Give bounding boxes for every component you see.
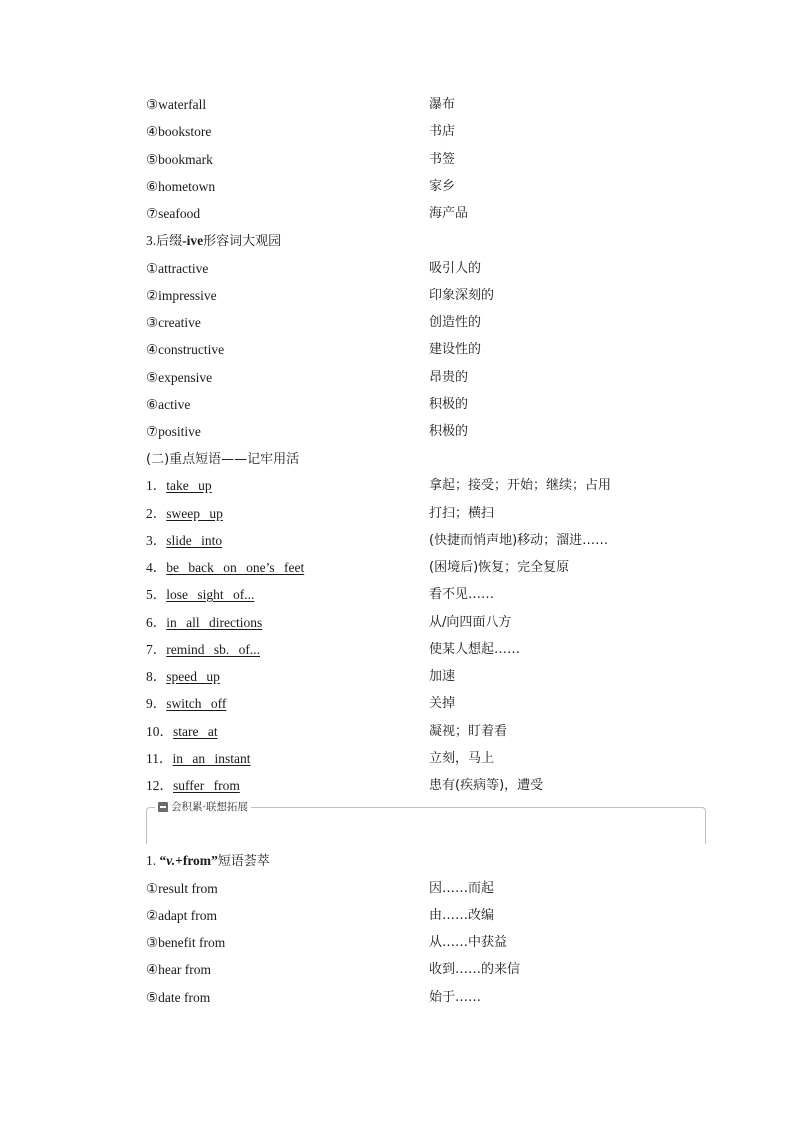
phrase-entry (146, 503, 223, 525)
list-item (146, 394, 706, 416)
phrase-number: 11． (146, 751, 173, 766)
chinese-meaning: 积极的 (429, 397, 469, 412)
list-item (146, 932, 706, 954)
phrase-meaning: 立刻，马上 (429, 751, 495, 766)
phrase-text: in all directions (166, 615, 263, 630)
english-word: ②impressive (146, 288, 217, 303)
phrase-item (146, 475, 706, 497)
phrase-text: remind sb. of... (166, 642, 260, 657)
phrase-item (146, 530, 706, 552)
chinese-meaning: 收到……的来信 (429, 962, 521, 977)
section-title: 形容词大观园 (203, 234, 282, 249)
phrase-text: take up (166, 478, 212, 493)
phrase-meaning: 打扫；横扫 (429, 506, 495, 521)
english-phrase: ④hear from (146, 962, 211, 977)
phrase-number: 10． (146, 724, 173, 739)
english-phrase: ①result from (146, 881, 218, 896)
part-heading (146, 448, 299, 470)
box-label (155, 800, 251, 814)
phrase-meaning: (快捷而悄声地)移动；溜进…… (429, 533, 609, 548)
list-item (146, 176, 706, 198)
phrase-entry (146, 748, 251, 770)
phrase-item (146, 584, 706, 606)
chinese-meaning: 海产品 (429, 206, 469, 221)
section-heading (146, 230, 281, 252)
list-item (146, 94, 706, 116)
section-number: 1. (146, 853, 157, 868)
english-word: ⑤bookmark (146, 152, 213, 167)
plus-from: +from (175, 853, 212, 868)
phrase-number: 6． (146, 615, 167, 630)
section-title: 短语荟萃 (217, 854, 270, 869)
list-item (146, 367, 706, 389)
phrase-number: 7． (146, 642, 167, 657)
english-word: ①attractive (146, 261, 209, 276)
english-word: ④constructive (146, 342, 225, 357)
list-item (146, 987, 706, 1009)
phrase-text: lose sight of... (166, 587, 255, 602)
phrase-entry (146, 666, 220, 688)
english-word: ⑦seafood (146, 206, 201, 221)
phrase-number: 5． (146, 587, 167, 602)
phrase-number: 9． (146, 696, 167, 711)
phrase-number: 8． (146, 669, 167, 684)
phrase-meaning: 从/向四面八方 (429, 615, 512, 630)
chinese-meaning: 瀑布 (429, 97, 456, 112)
phrase-item (146, 612, 706, 634)
phrase-text: in an instant (172, 751, 251, 766)
phrase-text: switch off (166, 696, 227, 711)
phrase-entry (146, 557, 304, 579)
phrase-number: 4． (146, 560, 167, 575)
chinese-meaning: 由……改编 (429, 908, 495, 923)
section-number: 3. (146, 233, 157, 248)
phrase-meaning: 使某人想起…… (429, 642, 521, 657)
phrase-entry (146, 612, 262, 634)
list-item (146, 312, 706, 334)
english-phrase: ③benefit from (146, 935, 226, 950)
chinese-meaning: 因……而起 (429, 881, 495, 896)
minus-square-icon (158, 802, 168, 812)
phrase-meaning: 看不见…… (429, 587, 495, 602)
verb-abbrev: v. (166, 853, 176, 868)
close-quote: ” (211, 853, 218, 868)
phrase-item (146, 721, 706, 743)
chinese-meaning: 从……中获益 (429, 935, 508, 950)
chinese-meaning: 创造性的 (429, 315, 482, 330)
section-heading (146, 850, 270, 872)
phrase-text: slide into (166, 533, 223, 548)
phrase-meaning: 凝视；盯着看 (429, 724, 508, 739)
chinese-meaning: 吸引人的 (429, 261, 482, 276)
english-word: ⑥active (146, 397, 191, 412)
phrase-entry (146, 584, 254, 606)
phrase-number: 3． (146, 533, 167, 548)
phrase-entry (146, 475, 212, 497)
chinese-meaning: 始于…… (429, 990, 482, 1005)
chinese-meaning: 书签 (429, 152, 456, 167)
list-item (146, 121, 706, 143)
list-item (146, 285, 706, 307)
phrase-item (146, 693, 706, 715)
chinese-meaning: 书店 (429, 124, 456, 139)
chinese-meaning: 积极的 (429, 424, 469, 439)
chinese-meaning: 印象深刻的 (429, 288, 495, 303)
phrase-entry (146, 693, 226, 715)
phrase-number: 1． (146, 478, 167, 493)
phrase-text: suffer from (173, 778, 240, 793)
section-suffix: -ive (182, 233, 204, 248)
english-phrase: ②adapt from (146, 908, 217, 923)
phrase-text: speed up (166, 669, 220, 684)
phrase-text: sweep up (166, 506, 223, 521)
phrase-entry (146, 639, 260, 661)
box-label-text: 会积累·联想拓展 (171, 801, 248, 813)
phrase-meaning: 拿起；接受；开始；继续；占用 (429, 478, 612, 493)
phrase-number: 2． (146, 506, 167, 521)
phrase-item (146, 639, 706, 661)
english-word: ③creative (146, 315, 201, 330)
accumulation-box (146, 801, 706, 844)
list-item (146, 258, 706, 280)
list-item (146, 149, 706, 171)
chinese-meaning: 家乡 (429, 179, 456, 194)
english-word: ⑦positive (146, 424, 201, 439)
part-title: (二)重点短语——记牢用活 (146, 452, 300, 467)
phrase-entry (146, 530, 222, 552)
phrase-item (146, 775, 706, 797)
open-quote: “ (159, 853, 167, 868)
phrase-meaning: 患有(疾病等)，遭受 (429, 778, 544, 793)
english-word: ③waterfall (146, 97, 207, 112)
phrase-text: stare at (173, 724, 218, 739)
chinese-meaning: 建设性的 (429, 342, 482, 357)
phrase-number: 12． (146, 778, 173, 793)
list-item (146, 421, 706, 443)
phrase-item (146, 666, 706, 688)
phrase-item (146, 557, 706, 579)
list-item (146, 339, 706, 361)
english-word: ⑥hometown (146, 179, 216, 194)
english-word: ④bookstore (146, 124, 212, 139)
chinese-meaning: 昂贵的 (429, 370, 469, 385)
list-item (146, 905, 706, 927)
list-item (146, 959, 706, 981)
list-item (146, 203, 706, 225)
phrase-text: be back on one’s feet (166, 560, 305, 575)
english-phrase: ⑤date from (146, 990, 211, 1005)
phrase-meaning: (困境后)恢复；完全复原 (429, 560, 570, 575)
list-item (146, 878, 706, 900)
phrase-item (146, 748, 706, 770)
phrase-meaning: 关掉 (429, 696, 456, 711)
phrase-meaning: 加速 (429, 669, 456, 684)
section-prefix: 后缀 (156, 234, 183, 249)
phrase-entry (146, 775, 240, 797)
phrase-entry (146, 721, 218, 743)
english-word: ⑤expensive (146, 370, 213, 385)
phrase-item (146, 503, 706, 525)
